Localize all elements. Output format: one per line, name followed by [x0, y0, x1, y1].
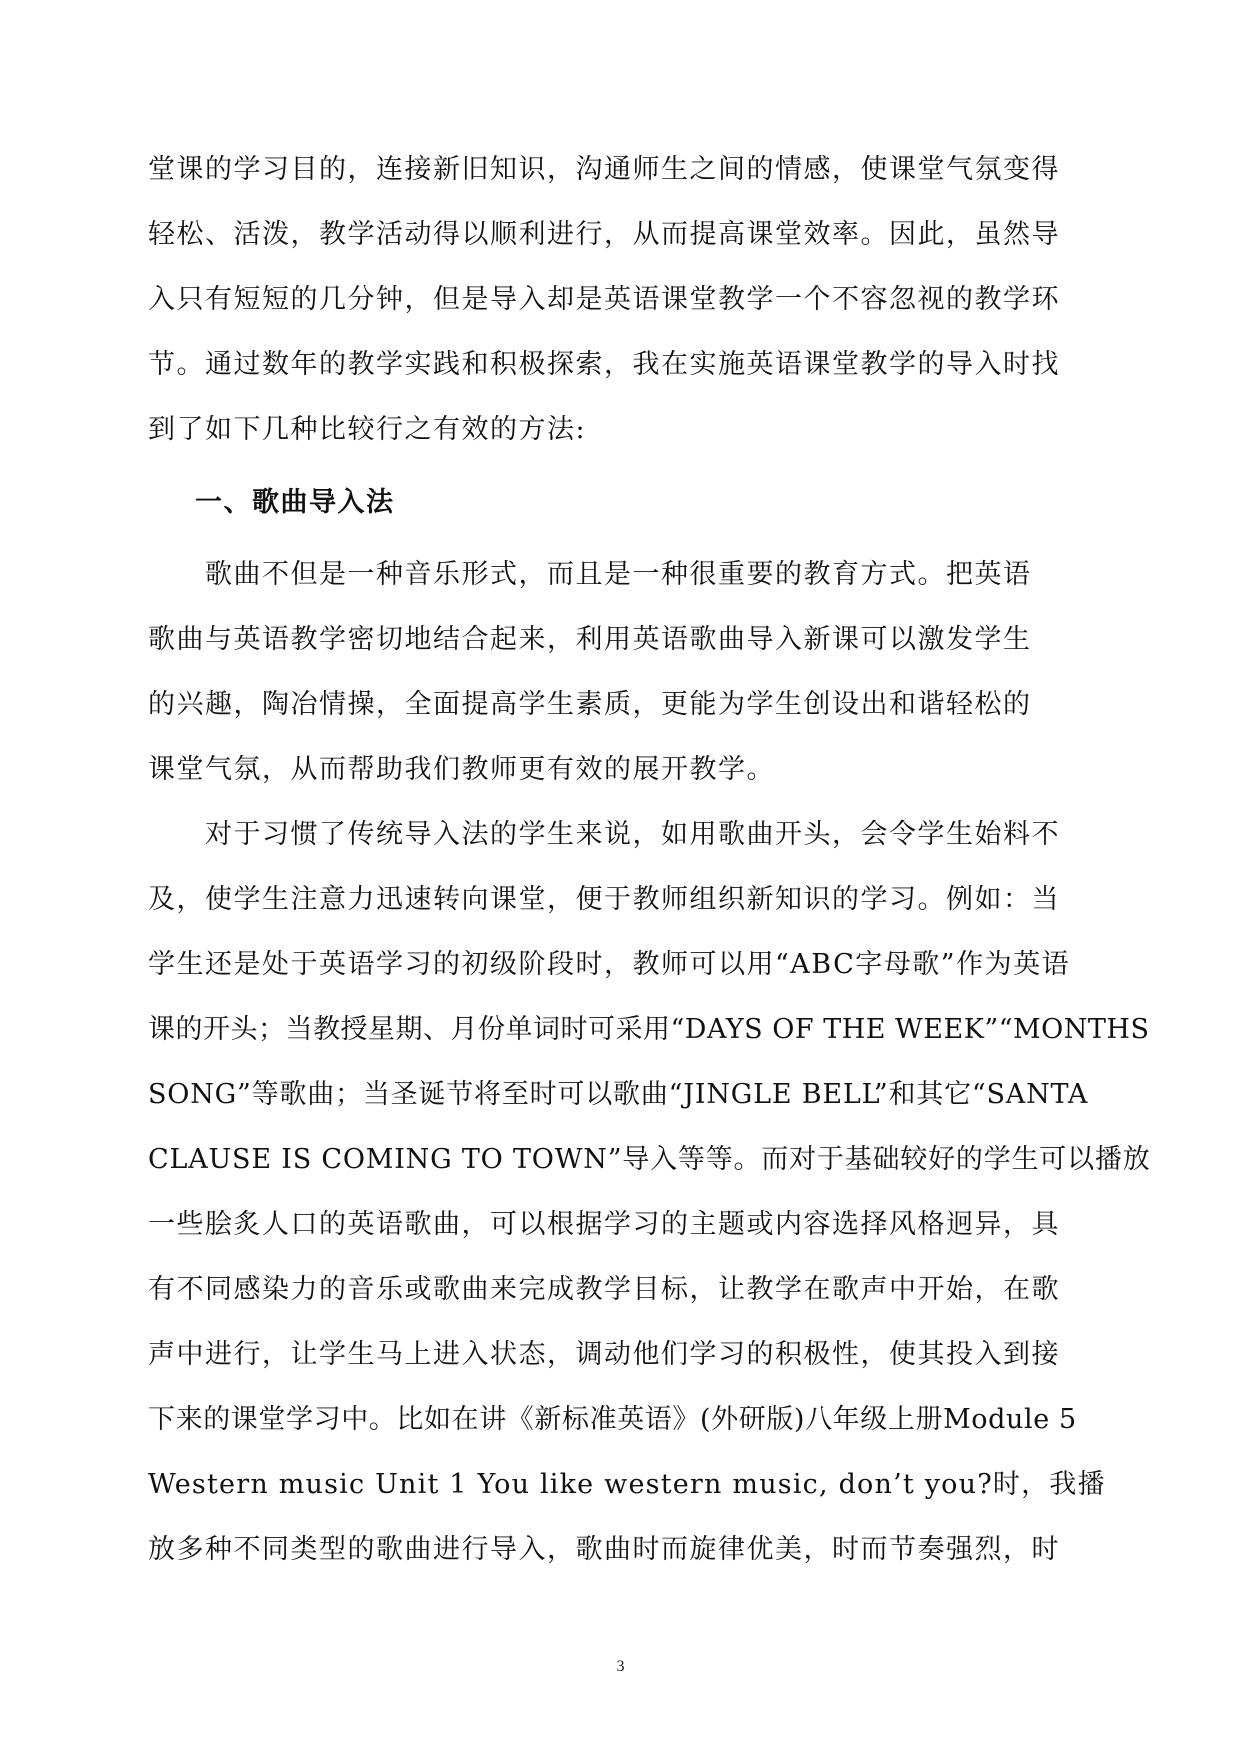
text-line: CLAUSE IS COMING TO TOWN”导入等等。而对于基础较好的学生可以播放 [148, 1144, 1151, 1175]
text-line: 对于习惯了传统导入法的学生来说，如用歌曲开头，会令学生始料不 [205, 819, 1060, 850]
section-heading: 一、歌曲导入法 [195, 487, 395, 518]
text-line: 放多种不同类型的歌曲进行导入，歌曲时而旋律优美，时而节奏强烈，时 [148, 1534, 1060, 1565]
text-line: 堂课的学习目的，连接新旧知识，沟通师生之间的情感，使课堂气氛变得 [148, 154, 1060, 185]
text-line: 入只有短短的几分钟，但是导入却是英语课堂教学一个不容忽视的教学环 [148, 284, 1060, 315]
text-line: SONG”等歌曲；当圣诞节将至时可以歌曲“JINGLE BELL”和其它“SANTA [148, 1079, 1089, 1110]
text-line: 歌曲不但是一种音乐形式，而且是一种很重要的教育方式。把英语 [205, 559, 1032, 590]
text-line: 歌曲与英语教学密切地结合起来，利用英语歌曲导入新课可以激发学生 [148, 624, 1032, 655]
text-line: 轻松、活泼，教学活动得以顺利进行，从而提高课堂效率。因此，虽然导 [148, 219, 1060, 250]
text-line: 一些脍炙人口的英语歌曲，可以根据学习的主题或内容选择风格迥异，具 [148, 1209, 1060, 1240]
page-number: 3 [616, 1658, 625, 1675]
text-line: 节。通过数年的教学实践和积极探索，我在实施英语课堂教学的导入时找 [148, 349, 1060, 380]
text-line: 到了如下几种比较行之有效的方法: [148, 414, 587, 445]
text-line: Western music Unit 1 You like western music, don’t you?时，我播 [148, 1469, 1106, 1500]
text-line: 声中进行，让学生马上进入状态，调动他们学习的积极性，使其投入到接 [148, 1339, 1060, 1370]
text-line: 课堂气氛，从而帮助我们教师更有效的展开教学。 [148, 754, 775, 785]
text-line: 课的开头；当教授星期、月份单词时可采用“DAYS OF THE WEEK”“MONTHS [148, 1014, 1150, 1045]
text-line: 及，使学生注意力迅速转向课堂，便于教师组织新知识的学习。例如：当 [148, 884, 1060, 915]
text-line: 学生还是处于英语学习的初级阶段时，教师可以用“ABC字母歌”作为英语 [148, 949, 1071, 980]
text-line: 下来的课堂学习中。比如在讲《新标准英语》(外研版)八年级上册Module 5 [148, 1404, 1077, 1435]
text-line: 的兴趣，陶冶情操，全面提高学生素质，更能为学生创设出和谐轻松的 [148, 689, 1032, 720]
text-line: 有不同感染力的音乐或歌曲来完成教学目标，让教学在歌声中开始，在歌 [148, 1274, 1060, 1305]
